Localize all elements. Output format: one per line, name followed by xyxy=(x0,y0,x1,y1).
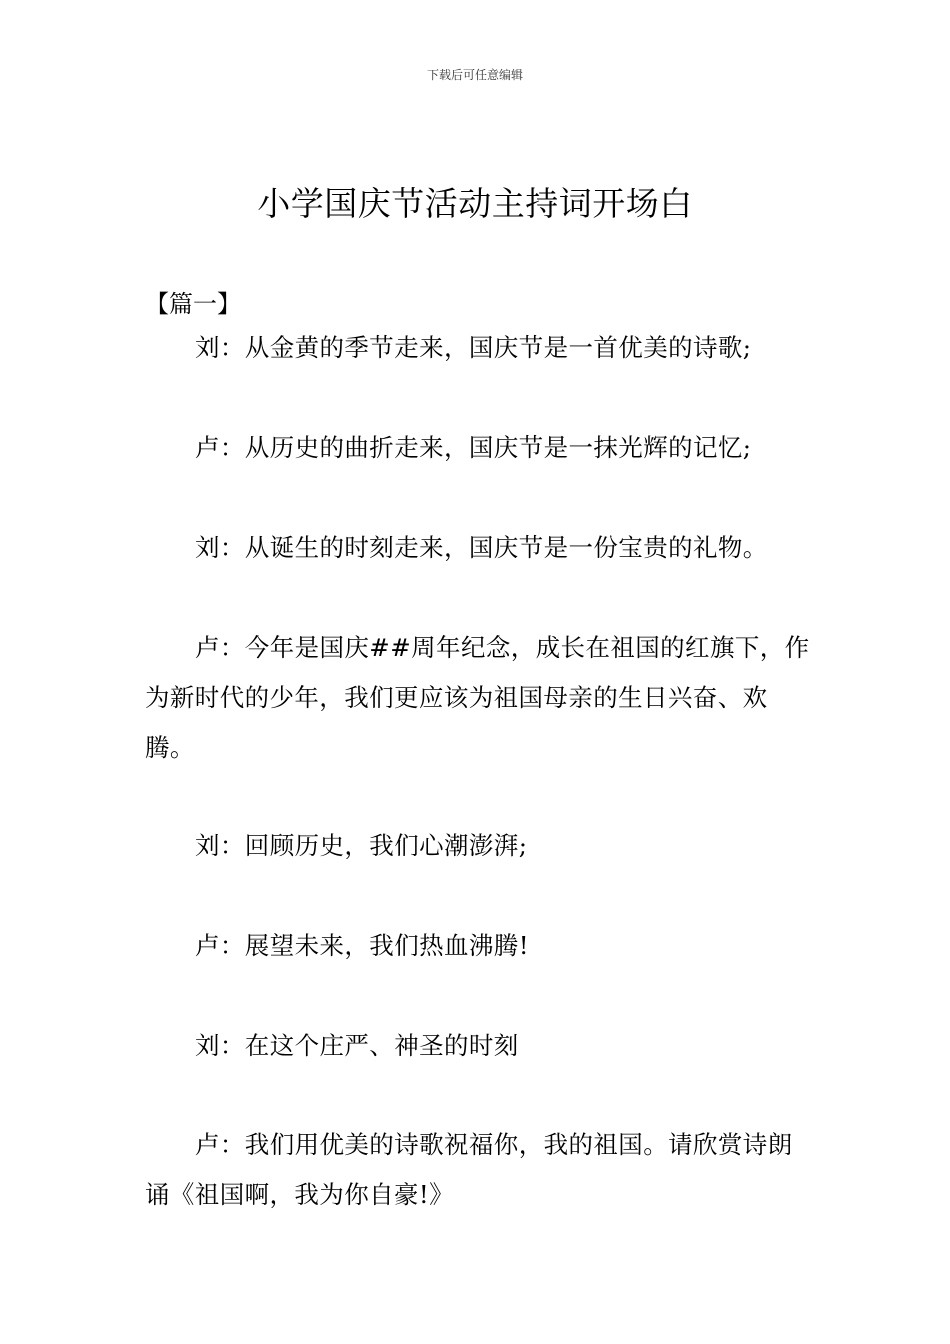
paragraph-3: 刘：从诞生的时刻走来，国庆节是一份宝贵的礼物。 xyxy=(195,533,768,562)
paragraph-8: 卢：我们用优美的诗歌祝福你，我的祖国。请欣赏诗朗诵《祖国啊，我为你自豪!》 xyxy=(145,1130,793,1209)
paragraph-6: 卢：展望未来，我们热血沸腾! xyxy=(195,931,529,960)
paragraph-2: 卢：从历史的曲折走来，国庆节是一抹光辉的记忆; xyxy=(195,433,752,462)
document-title: 小学国庆节活动主持词开场白 xyxy=(257,184,693,223)
paragraph-7: 刘：在这个庄严、神圣的时刻 xyxy=(195,1031,519,1060)
section-label: 【篇一】 xyxy=(145,290,241,318)
paragraph-5: 刘：回顾历史，我们心潮澎湃; xyxy=(195,831,528,860)
paragraph-4: 卢：今年是国庆##周年纪念，成长在祖国的红旗下，作为新时代的少年，我们更应该为祖国母亲的生日兴奋、欢腾。 xyxy=(145,633,810,762)
page-header-note: 下载后可任意编辑 xyxy=(426,68,523,82)
paragraph-1: 刘：从金黄的季节走来，国庆节是一首优美的诗歌; xyxy=(195,333,752,362)
